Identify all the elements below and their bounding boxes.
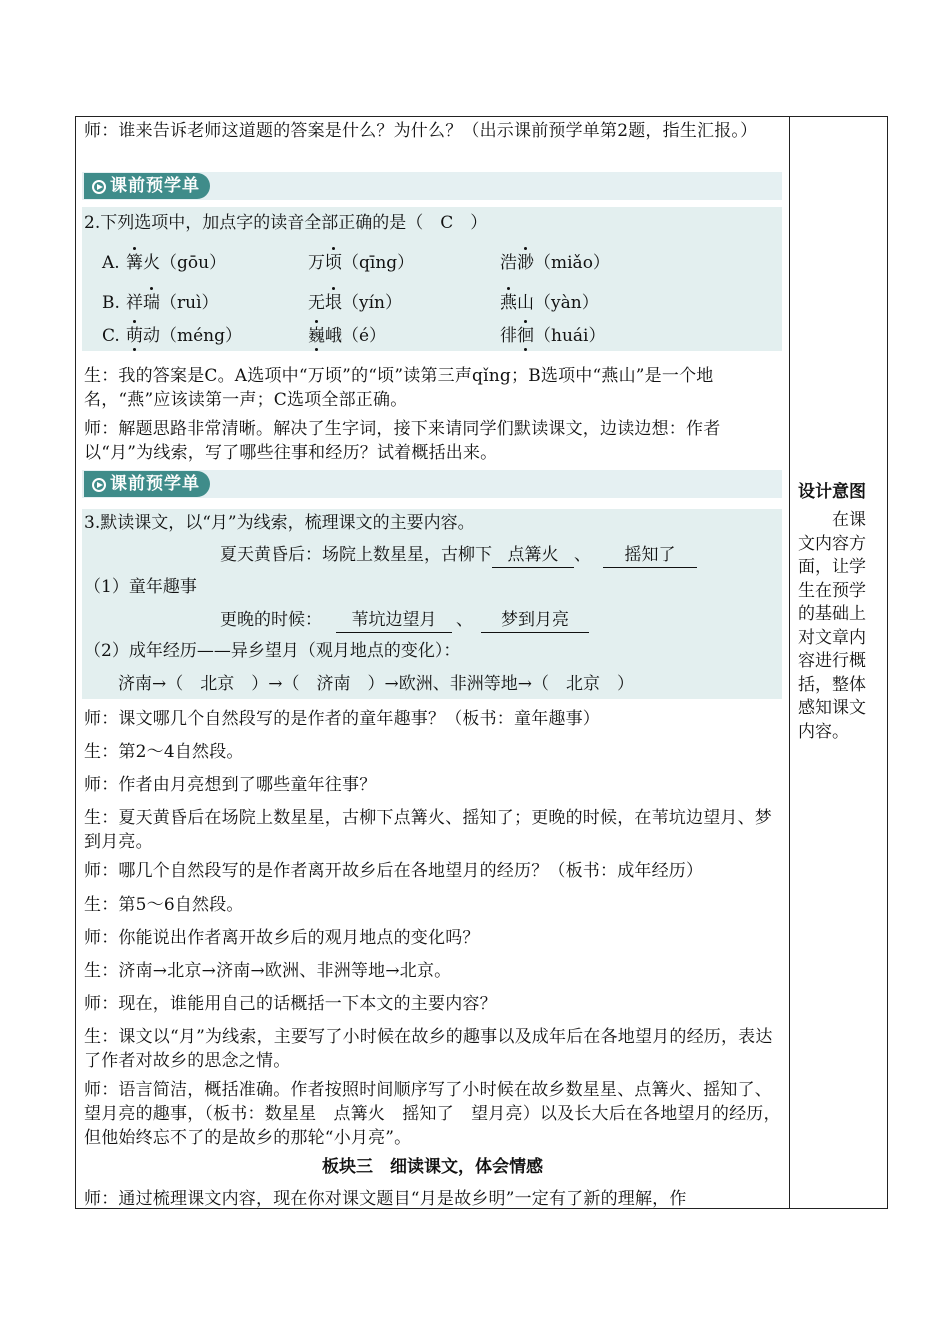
- dotted-char: 巍: [308, 326, 325, 346]
- preview-label: 课前预学单: [110, 474, 200, 494]
- main-column: [76, 117, 789, 1208]
- design-intent-column: [790, 117, 888, 1208]
- summer-line: 夏天黄昏后：场院上数星星，古柳下 点篝火 、 摇知了: [220, 543, 697, 568]
- design-intent-text: 在课文内容方面，让学生在预学的基础上对文章内容进行概括，整体感知课文内容。: [798, 510, 866, 742]
- dialogue-11: 师：语言简洁，概括准确。作者按照时间顺序写了小时候在故乡数星星、点篝火、摇知了、望月亮的趣事，（板书：数星星 点篝火 摇知了 望月亮）以及长大后在各地望月的经历，但他始终忘不了的是故乡的那轮“小月亮”。: [84, 1080, 781, 1148]
- dialogue-10: 生：课文以“月”为线索，主要写了小时候在故乡的趣事以及成年后在各地望月的经历，表达了作者对故乡的思念之情。: [84, 1027, 773, 1071]
- childhood-label: （1）童年趣事: [84, 577, 197, 597]
- section-title: 板块三 细读课文，体会情感: [322, 1157, 543, 1177]
- preview-tag: [84, 173, 210, 199]
- dotted-char: 篝: [126, 253, 143, 273]
- preview-banner-2: [82, 470, 782, 498]
- dotted-char: 萌: [126, 326, 143, 346]
- dialogue-3: 师：作者由月亮想到了哪些童年往事？: [84, 775, 377, 795]
- option-b-item-3: 燕山（yàn）: [500, 293, 599, 313]
- play-icon: [92, 478, 106, 492]
- question-2-stem: 2.下列选项中，加点字的读音全部正确的是（ C ）: [84, 213, 488, 233]
- answer-blank: 梦到月亮: [481, 608, 589, 633]
- dialogue-12: 师：通过梳理课文内容，现在你对课文题目“月是故乡明”一定有了新的理解，作: [84, 1189, 687, 1208]
- paragraph-teacher-1: 师：谁来告诉老师这道题的答案是什么？为什么？（出示课前预学单第2题，指生汇报。）: [84, 121, 758, 141]
- option-a-item-2: 万顷（qīng）: [308, 253, 415, 273]
- option-b-item-1: 祥瑞（ruì）: [126, 293, 219, 313]
- dialogue-8: 生：济南→北京→济南→欧洲、非洲等地→北京。: [84, 961, 452, 981]
- dialogue-7: 师：你能说出作者离开故乡后的观月地点的变化吗？: [84, 928, 480, 948]
- option-c-label: C.: [102, 326, 120, 346]
- dialogue-6: 生：第5～6自然段。: [84, 895, 244, 915]
- dotted-char: 瑞: [143, 293, 160, 313]
- dotted-char: 顷: [325, 253, 342, 273]
- answer-blank: 摇知了: [603, 543, 697, 568]
- dialogue-2: 生：第2～4自然段。: [84, 742, 244, 762]
- dialogue-9: 师：现在，谁能用自己的话概括一下本文的主要内容？: [84, 994, 497, 1014]
- play-icon: [92, 180, 106, 194]
- answer-blank: 苇坑边望月: [336, 608, 452, 633]
- dotted-char: 徊: [517, 326, 534, 346]
- location-route: 济南→（ 北京 ）→（ 济南 ）→欧洲、非洲等地→（ 北京 ）: [118, 674, 634, 694]
- dotted-char: 垠: [325, 293, 342, 313]
- dotted-char: 渺: [517, 253, 534, 273]
- option-c-item-3: 徘徊（huái）: [500, 326, 606, 346]
- preview-label: 课前预学单: [110, 176, 200, 196]
- design-intent-title: 设计意图: [798, 482, 866, 502]
- preview-tag: [84, 471, 210, 497]
- question-2-box: [82, 207, 782, 351]
- option-a-item-1: 篝火（gōu）: [126, 253, 227, 273]
- option-b-item-2: 无垠（yín）: [308, 293, 402, 313]
- question-3-stem: 3.默读课文，以“月”为线索，梳理课文的主要内容。: [84, 513, 475, 533]
- dialogue-5: 师：哪几个自然段写的是作者离开故乡后在各地望月的经历？（板书：成年经历）: [84, 861, 704, 881]
- option-a-label: A.: [102, 253, 120, 273]
- dotted-char: 燕: [500, 293, 517, 313]
- preview-banner-1: [82, 172, 782, 200]
- dialogue-1: 师：课文哪几个自然段写的是作者的童年趣事？（板书：童年趣事）: [84, 709, 600, 729]
- paragraph-teacher-2: 师：解题思路非常清晰。解决了生字词，接下来请同学们默读课文，边读边想：作者以“月”为线索，写了哪些往事和经历？试着概括出来。: [84, 419, 721, 463]
- option-b-label: B.: [102, 293, 120, 313]
- dialogue-4: 生：夏天黄昏后在场院上数星星，古柳下点篝火、摇知了；更晚的时候，在苇坑边望月、梦到月亮。: [84, 808, 772, 852]
- answer-blank: 点篝火: [492, 543, 574, 568]
- adult-label: （2）成年经历——异乡望月（观月地点的变化）：: [84, 641, 461, 661]
- paragraph-student-1: 生：我的答案是C。A选项中“万顷”的“顷”读第三声qǐng；B选项中“燕山”是一个地名，“燕”应该读第一声；C选项全部正确。: [84, 366, 714, 410]
- question-3-box: [82, 509, 782, 699]
- option-c-item-1: 萌动（méng）: [126, 326, 243, 346]
- option-a-item-3: 浩渺（miǎo）: [500, 253, 610, 273]
- later-line: 更晚的时候： 苇坑边望月 、 梦到月亮: [220, 608, 589, 633]
- lesson-table: [75, 116, 888, 1209]
- option-c-item-2: 巍峨（é）: [308, 326, 387, 346]
